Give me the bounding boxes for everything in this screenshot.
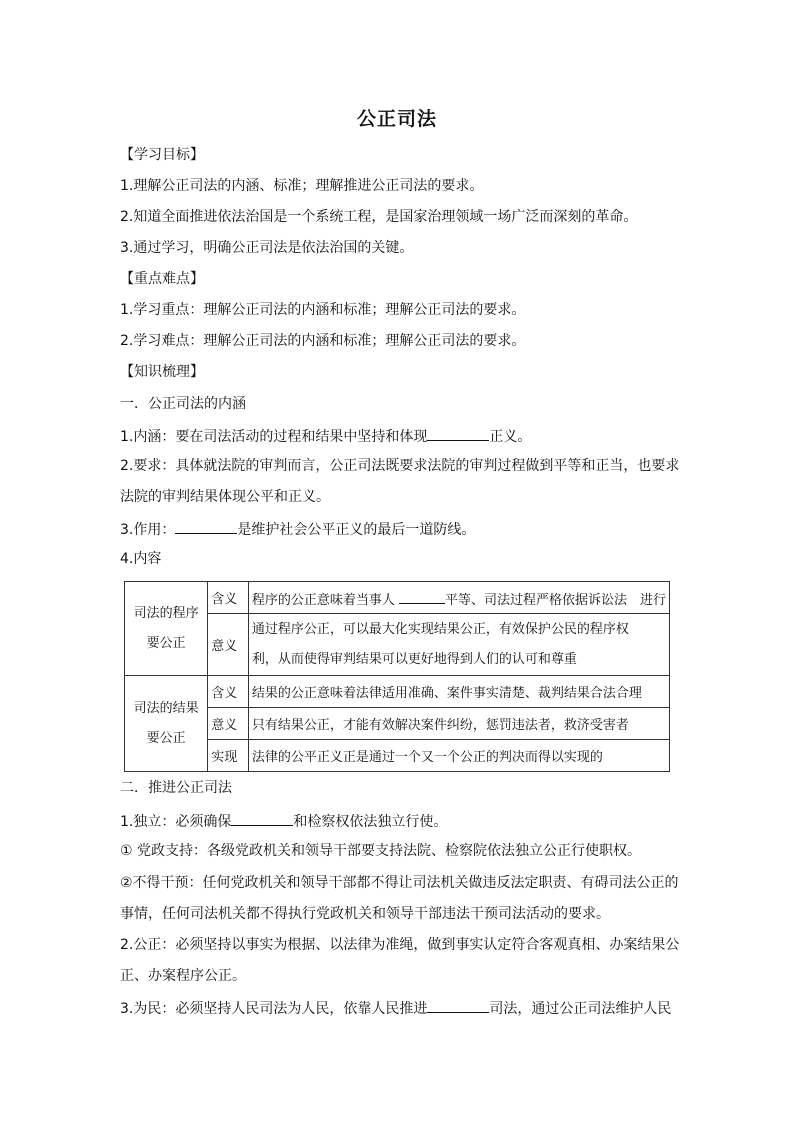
goal-2: 2.知道全面推进依法治国是一个系统工程，是国家治理领域一场广泛而深刻的革命。 (120, 209, 638, 225)
section-heading-knowledge: 【知识梳理】 (120, 364, 204, 380)
fill-blank[interactable] (231, 810, 293, 826)
cell-label-meaning: 含义 (208, 676, 249, 708)
cell-result-significance: 只有结果公正，才能有效解决案件纠纷，惩罚违法者，救济受害者 (248, 708, 669, 740)
item-independence (120, 810, 447, 832)
cell-result-realization: 法律的公平正义正是通过一个又一个公正的判决而得以实现的 (248, 740, 669, 772)
fill-blank[interactable] (427, 425, 489, 441)
fill-blank[interactable] (399, 588, 445, 604)
item-requirement-line-2: 法院的审判结果体现公平和正义。 (120, 489, 330, 505)
cell-procedure-meaning-b: 平等、司法过程严格依据诉讼法 进行 (444, 592, 666, 608)
goal-1: 1.理解公正司法的内涵、标准；理解推进公正司法的要求。 (120, 178, 484, 194)
cell-label-realization: 实现 (208, 740, 249, 772)
item-no-interference-line-2: 事情，任何司法机关都不得执行党政机关和领导干部违法干预司法活动的要求。 (120, 906, 610, 922)
cell-label-meaning: 含义 (208, 582, 249, 614)
item-connotation-text: 1.内涵：要在司法活动的过程和结果中坚持和体现 (120, 429, 428, 445)
key-point-1: 1.学习重点：理解公正司法的内涵和标准；理解公正司法的要求。 (120, 302, 526, 318)
cell-label-significance: 意义 (208, 708, 249, 740)
page-title: 公正司法 (356, 108, 437, 130)
heading-connotation: 一．公正司法的内涵 (120, 396, 246, 412)
item-function-end: 是维护社会公平正义的最后一道防线。 (237, 522, 476, 538)
fill-blank[interactable] (175, 518, 237, 534)
section-heading-goals: 【学习目标】 (120, 147, 204, 163)
item-fairness-line-2: 正、办案程序公正。 (120, 968, 246, 984)
item-function (120, 518, 475, 540)
goal-3: 3.通过学习，明确公正司法是依法治国的关键。 (120, 240, 414, 256)
cell-procedure-meaning-a: 程序的公正意味着当事人 (251, 592, 395, 608)
item-for-people-end: 司法，通过公正司法维护人民 (489, 1001, 672, 1017)
item-content: 4.内容 (120, 551, 162, 567)
section-heading-key-points: 【重点难点】 (120, 271, 204, 287)
item-connotation (120, 425, 531, 447)
cell-procedure-significance: 通过程序公正，可以最大化实现结果公正，有效保护公民的程序权 利，从而使得审判结果可以更好地得到人们的认可和尊重 (248, 614, 669, 676)
content-table (124, 581, 670, 772)
fill-blank[interactable] (427, 997, 489, 1013)
key-point-2: 2.学习难点：理解公正司法的内涵和标准；理解公正司法的要求。 (120, 333, 526, 349)
item-independence-text: 1.独立：必须确保 (120, 814, 232, 830)
item-fairness-line-1: 2.公正：必须坚持以事实为根据、以法律为准绳，做到事实认定符合客观真相、办案结果公 (120, 937, 680, 953)
item-party-support: ① 党政支持：各级党政机关和领导干部要支持法院、检察院依法独立公正行使职权。 (120, 843, 641, 859)
item-connotation-end: 正义。 (489, 429, 532, 445)
item-for-people (120, 997, 671, 1019)
cell-procedure-label: 司法的程序要公正 (125, 582, 208, 676)
cell-label-significance: 意义 (208, 614, 249, 676)
cell-result-label: 司法的结果要公正 (125, 676, 208, 772)
cell-procedure-meaning (248, 582, 669, 614)
item-for-people-text: 3.为民：必须坚持人民司法为人民，依靠人民推进 (120, 1001, 428, 1017)
item-function-text: 3.作用： (120, 522, 176, 538)
item-no-interference-line-1: ②不得干预：任何党政机关和领导干部都不得让司法机关做违反法定职责、有碍司法公正的 (120, 875, 679, 891)
item-independence-end: 和检察权依法独立行使。 (293, 814, 448, 830)
item-requirement-line-1: 2.要求：具体就法院的审判而言，公正司法既要求法院的审判过程做到平等和正当，也要求 (120, 458, 680, 474)
cell-result-meaning: 结果的公正意味着法律适用准确、案件事实清楚、裁判结果合法合理 (248, 676, 669, 708)
heading-promote: 二．推进公正司法 (120, 780, 232, 796)
